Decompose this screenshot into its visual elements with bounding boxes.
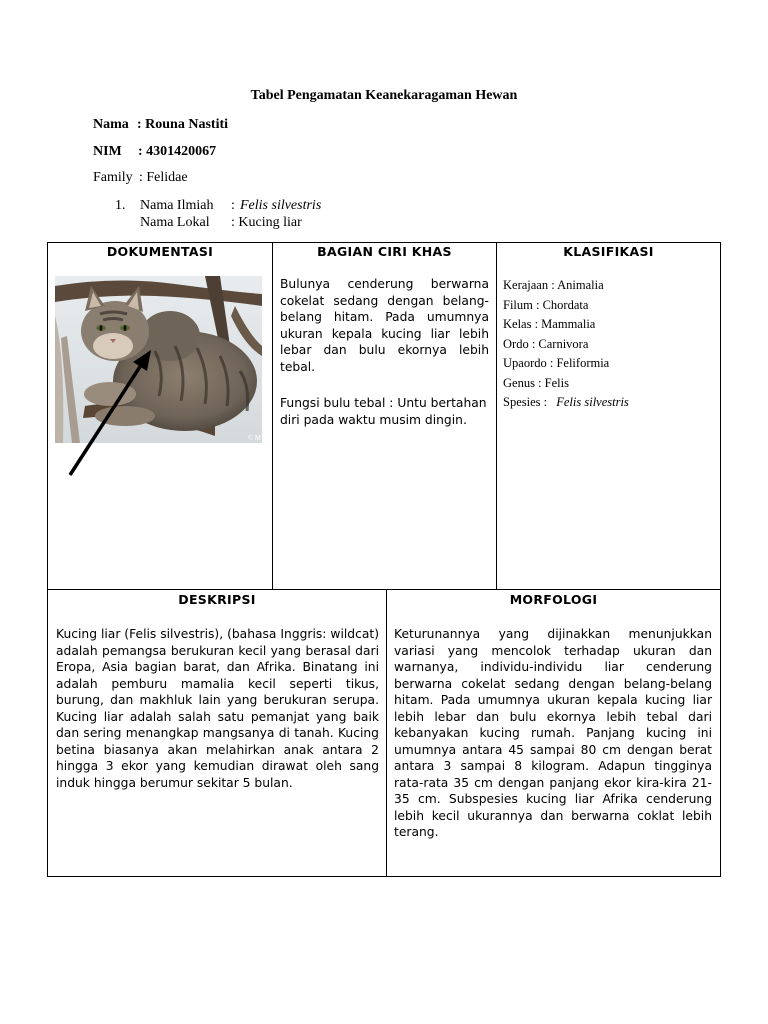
spesies-label: Spesies : [503, 395, 548, 409]
klasifikasi-upaordo: Upaordo : Feliformia [503, 356, 610, 370]
header-morfologi: MORFOLOGI [509, 592, 598, 607]
nama-lokal-label: Nama Lokal [140, 215, 210, 230]
family-value: : Felidae [139, 170, 188, 185]
item-number: 1. [115, 198, 126, 213]
nama-ilmiah-colon: : [231, 198, 235, 213]
family-label: Family [93, 170, 133, 185]
table-divider-3 [386, 589, 387, 877]
nama-lokal-value: : Kucing liar [231, 215, 302, 230]
klasifikasi-list [503, 276, 629, 413]
klasifikasi-spesies [503, 393, 629, 413]
table-border-middle [47, 589, 721, 590]
klasifikasi-filum: Filum : Chordata [503, 297, 589, 312]
table-divider-1 [272, 242, 273, 590]
morfologi-paragraph: Keturunannya yang dijinakkan menunjukkan variasi yang mencolok terhadap ukuran dan warnanya, individu-individu liar cenderung berwarna cokelat sedang dengan belang-belang hitam. Pada umumnya ukuran kepala kucing liar lebih lebar dan bulu ekornya lebih tebal dari kebanyakan kucing rumah. Panjang kucing ini umumnya antara 45 sampai 80 cm dengan berat antara 3 sampai 8 kilogram. Adapun tingginya rata-rata 35 cm dengan panjang ekor kira-kira 21-35 cm. Subspesies kucing liar Afrika cenderung lebih kecil ukurannya dan berwarna coklat lebih terang. [394, 627, 712, 839]
nim-value: : 4301420067 [138, 144, 217, 159]
nama-ilmiah-label: Nama Ilmiah [140, 198, 214, 213]
nama-value: : Rouna Nastiti [137, 117, 229, 132]
header-deskripsi: DESKRIPSI [178, 592, 256, 607]
table-border-top [47, 242, 721, 243]
arrow-icon [55, 340, 165, 485]
nama-ilmiah-value: Felis silvestris [240, 198, 322, 213]
klasifikasi-kerajaan: Kerajaan : Animalia [503, 278, 604, 292]
klasifikasi-kelas: Kelas : Mammalia [503, 317, 596, 331]
document-title: Tabel Pengamatan Keanekaragaman Hewan [250, 88, 518, 103]
header-klasifikasi: KLASIFIKASI [563, 244, 654, 259]
header-dokumentasi: DOKUMENTASI [106, 244, 214, 259]
ciri-khas-paragraph: Bulunya cenderung berwarna cokelat sedang dengan belang-belang hitam. Pada umumnya ukuran kepala kucing liar lebih lebar dan bulu ekornya lebih tebal. [280, 277, 489, 374]
header-bagian-ciri-khas: BAGIAN CIRI KHAS [317, 244, 452, 259]
table-divider-2 [496, 242, 497, 590]
nim-label: NIM [93, 144, 122, 159]
ciri-khas-fungsi: Fungsi bulu tebal : Untu bertahan diri pada waktu musim dingin. [280, 396, 487, 427]
deskripsi-paragraph: Kucing liar (Felis silvestris), (bahasa Inggris: wildcat) adalah pemangsa berukuran kecil yang berasal dari Eropa, Asia bagian barat, dan Afrika. Binatang ini adalah pemburu mamalia kecil seperti tikus, burung, dan makhluk lain yang berukuran serupa. Kucing liar adalah salah satu pemanjat yang baik dan sering menangkap mangsanya di tanah. Kucing betina biasanya akan melahirkan anak antara 2 hingga 3 ekor yang kemudian dirawat oleh sang induk hingga berumur sekitar 5 bulan. [56, 627, 379, 790]
klasifikasi-genus: Genus : Felis [503, 375, 569, 390]
table-border-bottom [47, 876, 721, 877]
table-border-left [47, 242, 48, 877]
nama-label: Nama [93, 117, 129, 132]
spesies-value: Felis silvestris [556, 395, 629, 409]
photo-credit: © M [247, 434, 261, 442]
klasifikasi-ordo: Ordo : Carnivora [503, 336, 589, 351]
table-border-right [720, 242, 721, 877]
